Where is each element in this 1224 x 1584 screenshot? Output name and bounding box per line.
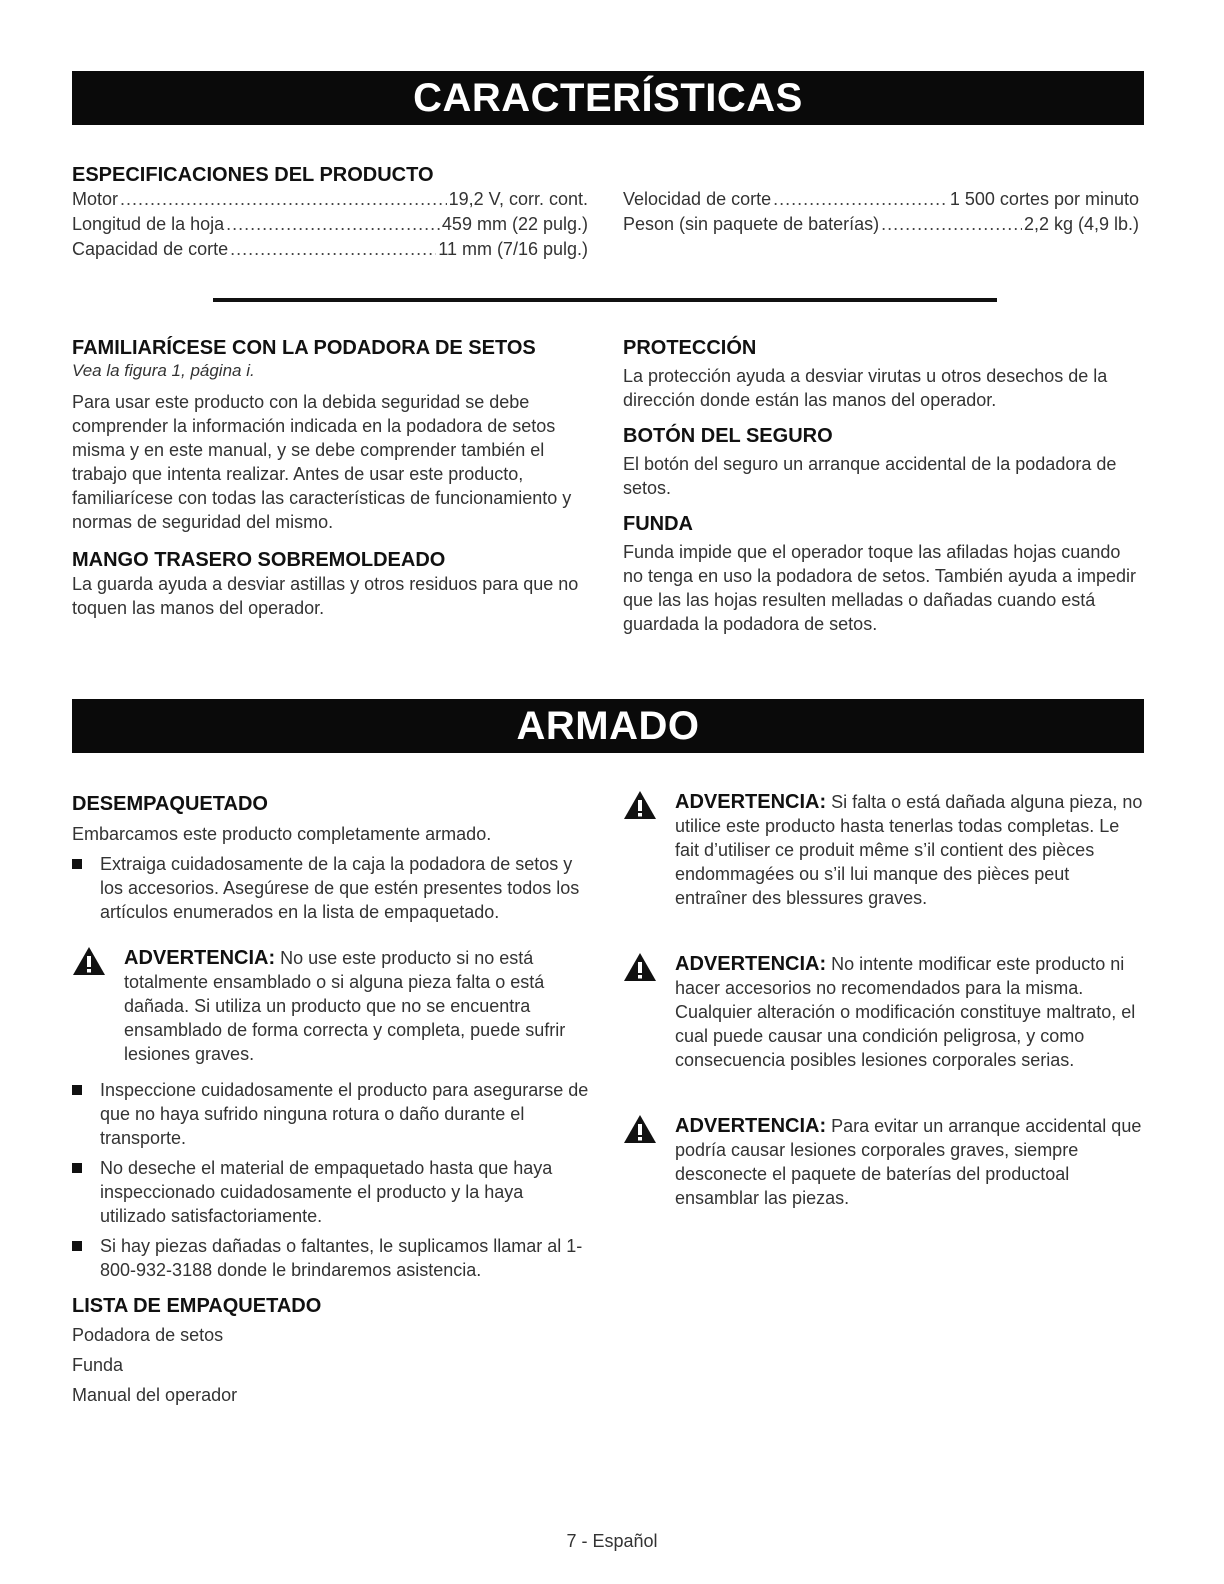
list-item: Funda: [72, 1355, 124, 1375]
warning-label: ADVERTENCIA:: [675, 1115, 827, 1137]
spec-row-capacidad: Capacidad de corte ..... 11 mm (7/16 pulg.): [72, 237, 588, 262]
warning-block: [623, 790, 1143, 910]
features-left-column: [72, 336, 592, 620]
familiar-body: Para usar este producto con la debida seguridad se debe comprender la información indicada en la podadora de setos misma y en este manual, y se debe comprender también el trabajo que intenta realizar. Antes de usar este producto, familiarícese con todas las características de funcionamiento y normas de seguridad del mismo.: [72, 392, 572, 532]
section-banner-caracteristicas: CARACTERÍSTICAS: [72, 71, 1144, 125]
spec-row-velocidad: Velocidad de corte ..... 1 500 cortes por minuto: [623, 187, 1139, 212]
warning-triangle-icon: [623, 790, 657, 820]
warning-text: No use este producto si no está totalmente ensamblado o si alguna pieza falta o está dañada. Si utiliza un producto que no se encuentra ensamblado de forma correcta y completa, puede sufrir lesiones graves.: [124, 948, 566, 1064]
features-right-column: [623, 336, 1143, 636]
lista-title: LISTA DE EMPAQUETADO: [72, 1295, 322, 1317]
list-item: Manual del operador: [72, 1385, 238, 1405]
specs-title: ESPECIFICACIONES DEL PRODUCTO: [72, 164, 434, 186]
armado-left-column: [72, 792, 592, 1410]
proteccion-title: PROTECCIÓN: [623, 337, 757, 359]
specs-left-column: [72, 163, 588, 262]
warning-triangle-icon: [623, 952, 657, 982]
warning-text: Para evitar un arranque accidental que podría causar lesiones corporales graves, siempre desconecte el paquete de baterías del productoal ensamblar las piezas.: [675, 1116, 1142, 1208]
bullet-square-icon: [72, 1163, 82, 1173]
warning-label: ADVERTENCIA:: [675, 791, 827, 813]
warning-text: Si falta o está dañada alguna pieza, no utilice este producto hasta tenerlas todas completas. Le fait d’utiliser ce produit même s’il contient des pièces endommagées ou s’il lui manque des pièces peut entraîner des blessures graves.: [675, 792, 1143, 908]
warning-triangle-icon: [72, 946, 106, 976]
bullet-square-icon: [72, 1241, 82, 1251]
familiar-title: FAMILIARÍCESE CON LA PODADORA DE SETOS: [72, 337, 536, 359]
warning-block: [72, 946, 592, 1066]
spec-row-motor: Motor ..... 19,2 V, corr. cont.: [72, 187, 588, 212]
list-item: Extraiga cuidadosamente de la caja la podadora de setos y los accesorios. Asegúrese de que estén presentes todos los artículos enumerados en la lista de empaquetado.: [72, 852, 592, 924]
boton-body: El botón del seguro un arranque accidental de la podadora de setos.: [623, 454, 1117, 498]
spec-row-peso: Peson (sin paquete de baterías) ..... 2,2 kg (4,9 lb.): [623, 212, 1139, 237]
list-item: Podadora de setos: [72, 1325, 224, 1345]
list-item: No deseche el material de empaquetado hasta que haya inspeccionado cuidadosamente el producto y la haya utilizado satisfactoriamente.: [72, 1156, 592, 1228]
bullet-square-icon: [72, 859, 82, 869]
section-divider: [213, 298, 997, 302]
packing-list: [72, 1320, 592, 1410]
desempaquetado-title: DESEMPAQUETADO: [72, 793, 268, 815]
armado-right-column: [623, 790, 1143, 1210]
warning-block: [623, 952, 1143, 1072]
funda-title: FUNDA: [623, 513, 693, 535]
desempaquetado-intro: Embarcamos este producto completamente armado.: [72, 824, 492, 844]
specs-right-column: [623, 187, 1139, 237]
proteccion-body: La protección ayuda a desviar virutas u otros desechos de la dirección donde están las manos del operador.: [623, 366, 1108, 410]
familiar-subtitle: Vea la figura 1, página i.: [72, 361, 255, 380]
warning-block: [623, 1114, 1143, 1210]
spec-row-longitud: Longitud de la hoja ..... 459 mm (22 pulg.): [72, 212, 588, 237]
warning-text: No intente modificar este producto ni hacer accesorios no recomendados para la misma. Cualquier alteración o modificación constituye maltrato, el cual puede causar una condición peligrosa, y como consecuencia posibles lesiones corporales serias.: [675, 954, 1136, 1070]
warning-label: ADVERTENCIA:: [675, 953, 827, 975]
warning-label: ADVERTENCIA:: [124, 947, 276, 969]
page-footer: 7 - Español: [566, 1531, 658, 1551]
bullet-list-1: [72, 852, 592, 924]
mango-title: MANGO TRASERO SOBREMOLDEADO: [72, 549, 446, 571]
boton-title: BOTÓN DEL SEGURO: [623, 425, 833, 447]
funda-body: Funda impide que el operador toque las afiladas hojas cuando no tenga en uso la podadora de setos. También ayuda a impedir que las las hojas resulten melladas o dañadas cuando está guardada la podadora de setos.: [623, 542, 1137, 634]
bullet-list-2: [72, 1078, 592, 1282]
bullet-square-icon: [72, 1085, 82, 1095]
mango-body: La guarda ayuda a desviar astillas y otros residuos para que no toquen las manos del operador.: [72, 574, 579, 618]
list-item: Si hay piezas dañadas o faltantes, le suplicamos llamar al 1-800-932-3188 donde le brindaremos asistencia.: [72, 1234, 592, 1282]
section-banner-armado: ARMADO: [72, 699, 1144, 753]
warning-triangle-icon: [623, 1114, 657, 1144]
list-item: Inspeccione cuidadosamente el producto para asegurarse de que no haya sufrido ninguna rotura o daño durante el transporte.: [72, 1078, 592, 1150]
